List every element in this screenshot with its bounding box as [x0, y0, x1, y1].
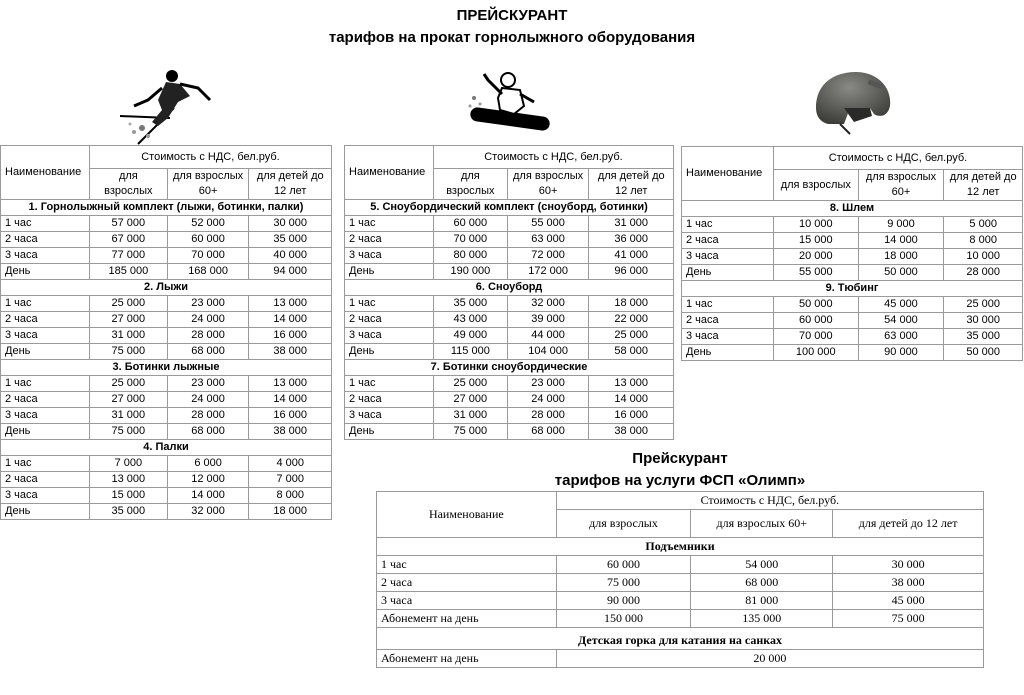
price-child: 8 000 [249, 488, 332, 504]
price-senior: 50 000 [858, 265, 944, 281]
row-label: 2 часа [1, 232, 90, 248]
col-header-child: для детей до 12 лет [249, 169, 332, 200]
price-senior: 23 000 [167, 376, 249, 392]
row-label: 3 часа [1, 488, 90, 504]
services-title-line1: Прейскурант [632, 450, 728, 467]
price-adult: 67 000 [89, 232, 167, 248]
price-child: 50 000 [944, 345, 1023, 361]
price-adult: 31 000 [433, 408, 507, 424]
table-row [682, 345, 1023, 361]
rental-table-ski [0, 145, 332, 520]
price-adult: 15 000 [773, 233, 858, 249]
row-label: День [1, 424, 90, 440]
row-label: День [682, 265, 774, 281]
price-senior: 68 000 [507, 424, 589, 440]
col-header-senior: для взрослых 60+ [167, 169, 249, 200]
table-row [345, 376, 674, 392]
price-child: 28 000 [944, 265, 1023, 281]
price-adult: 25 000 [89, 296, 167, 312]
section-title: 2. Лыжи [1, 280, 332, 296]
price-child: 41 000 [589, 248, 674, 264]
col-header-senior: для взрослых 60+ [691, 510, 833, 538]
price-child: 22 000 [589, 312, 674, 328]
price-child: 38 000 [833, 574, 984, 592]
price-senior: 68 000 [167, 344, 249, 360]
col-header-adult: для взрослых [773, 170, 858, 201]
table-row [1, 472, 332, 488]
snowboarder-icon [464, 68, 552, 134]
price-child: 31 000 [589, 216, 674, 232]
row-label: 2 часа [345, 392, 434, 408]
price-child: 16 000 [249, 408, 332, 424]
price-adult: 150 000 [556, 610, 691, 628]
table-row [1, 248, 332, 264]
table-row [682, 217, 1023, 233]
price-child: 38 000 [249, 424, 332, 440]
price-child: 13 000 [249, 296, 332, 312]
price-adult: 75 000 [89, 344, 167, 360]
section-title: 4. Палки [1, 440, 332, 456]
price-child: 18 000 [249, 504, 332, 520]
table-row [377, 592, 984, 610]
table-row [1, 232, 332, 248]
price-adult: 90 000 [556, 592, 691, 610]
col-header-name: Наименование [682, 147, 774, 201]
price-senior: 6 000 [167, 456, 249, 472]
table-row [345, 248, 674, 264]
price-senior: 81 000 [691, 592, 833, 610]
price-senior: 54 000 [858, 313, 944, 329]
price-adult: 49 000 [433, 328, 507, 344]
price-senior: 18 000 [858, 249, 944, 265]
price-child: 40 000 [249, 248, 332, 264]
price-child: 18 000 [589, 296, 674, 312]
row-label: 2 часа [1, 392, 90, 408]
price-adult: 35 000 [433, 296, 507, 312]
price-child: 8 000 [944, 233, 1023, 249]
price-adult: 13 000 [89, 472, 167, 488]
row-label: 2 часа [682, 313, 774, 329]
col-header-cost: Стоимость с НДС, бел.руб. [89, 146, 331, 169]
price-adult: 43 000 [433, 312, 507, 328]
price-senior: 28 000 [167, 328, 249, 344]
row-label: 2 часа [1, 312, 90, 328]
price-child: 13 000 [589, 376, 674, 392]
helmet-icon [810, 68, 894, 138]
table-row [682, 249, 1023, 265]
price-adult: 80 000 [433, 248, 507, 264]
price-adult: 35 000 [89, 504, 167, 520]
price-adult: 25 000 [89, 376, 167, 392]
table-row [345, 216, 674, 232]
price-child: 35 000 [249, 232, 332, 248]
row-label: Абонемент на день [377, 610, 557, 628]
section-title: 5. Сноубордический комплект (сноуборд, ботинки) [345, 200, 674, 216]
col-header-cost: Стоимость с НДС, бел.руб. [556, 492, 983, 510]
row-label: 2 часа [345, 312, 434, 328]
price-adult: 60 000 [556, 556, 691, 574]
price-senior: 52 000 [167, 216, 249, 232]
price-adult: 77 000 [89, 248, 167, 264]
price-child: 7 000 [249, 472, 332, 488]
price-adult: 60 000 [433, 216, 507, 232]
services-title [376, 448, 984, 492]
row-label: 1 час [1, 376, 90, 392]
price-adult: 15 000 [89, 488, 167, 504]
price-child: 14 000 [249, 392, 332, 408]
row-label: 3 часа [345, 408, 434, 424]
table-row [377, 574, 984, 592]
col-header-adult: для взрослых [89, 169, 167, 200]
row-label: 1 час [345, 376, 434, 392]
row-label: 3 часа [377, 592, 557, 610]
col-header-senior: для взрослых 60+ [858, 170, 944, 201]
row-label: День [682, 345, 774, 361]
col-header-adult: для взрослых [433, 169, 507, 200]
row-label: 1 час [682, 217, 774, 233]
table-row [345, 296, 674, 312]
price-adult: 70 000 [433, 232, 507, 248]
row-label: 3 часа [1, 408, 90, 424]
price-child: 30 000 [944, 313, 1023, 329]
services-table [376, 491, 984, 668]
price-senior: 28 000 [167, 408, 249, 424]
col-header-name: Наименование [377, 492, 557, 538]
row-label: День [345, 264, 434, 280]
skier-icon [118, 66, 216, 146]
table-row [1, 328, 332, 344]
table-row [1, 312, 332, 328]
price-child: 30 000 [833, 556, 984, 574]
price-adult: 100 000 [773, 345, 858, 361]
price-senior: 54 000 [691, 556, 833, 574]
row-label: 1 час [345, 296, 434, 312]
price-senior: 32 000 [507, 296, 589, 312]
price-senior: 14 000 [167, 488, 249, 504]
price-child: 75 000 [833, 610, 984, 628]
price-senior: 68 000 [691, 574, 833, 592]
row-label: 2 часа [345, 232, 434, 248]
table-row [682, 265, 1023, 281]
row-label: 3 часа [1, 328, 90, 344]
table-row [682, 233, 1023, 249]
row-label: 1 час [1, 456, 90, 472]
col-header-name: Наименование [345, 146, 434, 200]
row-label: День [1, 504, 90, 520]
price-senior: 104 000 [507, 344, 589, 360]
price-senior: 32 000 [167, 504, 249, 520]
section-title-lifts: Подъемники [377, 538, 984, 556]
price-senior: 12 000 [167, 472, 249, 488]
price-adult: 27 000 [433, 392, 507, 408]
price-child: 25 000 [944, 297, 1023, 313]
price-adult: 27 000 [89, 392, 167, 408]
row-label: 3 часа [345, 328, 434, 344]
table-row [345, 312, 674, 328]
price-senior: 14 000 [858, 233, 944, 249]
table-row [1, 408, 332, 424]
table-row [345, 232, 674, 248]
price-child: 16 000 [589, 408, 674, 424]
price-senior: 72 000 [507, 248, 589, 264]
table-row [345, 392, 674, 408]
table-row [345, 424, 674, 440]
price-adult: 57 000 [89, 216, 167, 232]
row-label: День [1, 264, 90, 280]
price-adult: 27 000 [89, 312, 167, 328]
row-label: 2 часа [682, 233, 774, 249]
row-label: День [345, 344, 434, 360]
price-sled: 20 000 [556, 650, 983, 668]
price-adult: 75 000 [556, 574, 691, 592]
price-child: 25 000 [589, 328, 674, 344]
section-title: 1. Горнолыжный комплект (лыжи, ботинки, палки) [1, 200, 332, 216]
table-row [1, 344, 332, 360]
price-child: 94 000 [249, 264, 332, 280]
row-label: 1 час [1, 216, 90, 232]
table-row [1, 264, 332, 280]
col-header-name: Наименование [1, 146, 90, 200]
table-row [345, 408, 674, 424]
price-adult: 190 000 [433, 264, 507, 280]
table-row [1, 488, 332, 504]
price-adult: 70 000 [773, 329, 858, 345]
price-child: 14 000 [249, 312, 332, 328]
price-child: 45 000 [833, 592, 984, 610]
price-senior: 55 000 [507, 216, 589, 232]
page-title: ПРЕЙСКУРАНТ [456, 7, 568, 24]
price-adult: 115 000 [433, 344, 507, 360]
price-senior: 172 000 [507, 264, 589, 280]
price-senior: 24 000 [167, 312, 249, 328]
col-header-cost: Стоимость с НДС, бел.руб. [433, 146, 673, 169]
page-subtitle: тарифов на прокат горнолыжного оборудования [328, 29, 696, 46]
price-adult: 20 000 [773, 249, 858, 265]
price-child: 58 000 [589, 344, 674, 360]
price-senior: 63 000 [858, 329, 944, 345]
table-row [1, 424, 332, 440]
row-label: 1 час [682, 297, 774, 313]
price-adult: 50 000 [773, 297, 858, 313]
price-senior: 23 000 [507, 376, 589, 392]
price-senior: 63 000 [507, 232, 589, 248]
table-row [1, 296, 332, 312]
price-child: 38 000 [589, 424, 674, 440]
col-header-child: для детей до 12 лет [944, 170, 1023, 201]
rental-table-snowboard [344, 145, 674, 440]
col-header-child: для детей до 12 лет [589, 169, 674, 200]
price-adult: 55 000 [773, 265, 858, 281]
row-label: День [345, 424, 434, 440]
price-senior: 9 000 [858, 217, 944, 233]
price-adult: 10 000 [773, 217, 858, 233]
table-row [1, 504, 332, 520]
price-senior: 24 000 [167, 392, 249, 408]
row-label: Абонемент на день [377, 650, 557, 668]
price-child: 35 000 [944, 329, 1023, 345]
table-row [345, 344, 674, 360]
row-label: 1 час [1, 296, 90, 312]
price-child: 13 000 [249, 376, 332, 392]
section-title: 6. Сноуборд [345, 280, 674, 296]
section-title: 7. Ботинки сноубордические [345, 360, 674, 376]
price-senior: 45 000 [858, 297, 944, 313]
col-header-adult: для взрослых [556, 510, 691, 538]
row-label: 3 часа [1, 248, 90, 264]
price-senior: 168 000 [167, 264, 249, 280]
price-adult: 75 000 [89, 424, 167, 440]
table-row [377, 556, 984, 574]
col-header-senior: для взрослых 60+ [507, 169, 589, 200]
col-header-cost: Стоимость с НДС, бел.руб. [773, 147, 1022, 170]
price-senior: 39 000 [507, 312, 589, 328]
table-row [682, 329, 1023, 345]
row-label: 3 часа [682, 329, 774, 345]
price-child: 16 000 [249, 328, 332, 344]
row-label: 3 часа [682, 249, 774, 265]
price-senior: 23 000 [167, 296, 249, 312]
row-label: 2 часа [1, 472, 90, 488]
section-title: 8. Шлем [682, 201, 1023, 217]
table-row [1, 392, 332, 408]
table-row [1, 456, 332, 472]
section-title-sled: Детская горка для катания на санках [377, 628, 984, 650]
table-row [682, 313, 1023, 329]
table-row [682, 297, 1023, 313]
row-label: 2 часа [377, 574, 557, 592]
row-label: 1 час [345, 216, 434, 232]
table-row [1, 216, 332, 232]
price-child: 38 000 [249, 344, 332, 360]
price-adult: 7 000 [89, 456, 167, 472]
row-label: День [1, 344, 90, 360]
price-adult: 25 000 [433, 376, 507, 392]
row-label: 1 час [377, 556, 557, 574]
price-adult: 185 000 [89, 264, 167, 280]
table-row [345, 328, 674, 344]
price-child: 5 000 [944, 217, 1023, 233]
price-senior: 28 000 [507, 408, 589, 424]
table-row [377, 610, 984, 628]
price-child: 4 000 [249, 456, 332, 472]
price-senior: 70 000 [167, 248, 249, 264]
price-child: 96 000 [589, 264, 674, 280]
price-senior: 135 000 [691, 610, 833, 628]
price-senior: 90 000 [858, 345, 944, 361]
price-senior: 60 000 [167, 232, 249, 248]
price-adult: 31 000 [89, 408, 167, 424]
price-adult: 60 000 [773, 313, 858, 329]
price-senior: 44 000 [507, 328, 589, 344]
price-senior: 24 000 [507, 392, 589, 408]
price-child: 10 000 [944, 249, 1023, 265]
col-header-child: для детей до 12 лет [833, 510, 984, 538]
price-child: 30 000 [249, 216, 332, 232]
table-row [377, 650, 984, 668]
price-adult: 31 000 [89, 328, 167, 344]
row-label: 3 часа [345, 248, 434, 264]
price-child: 36 000 [589, 232, 674, 248]
table-row [345, 264, 674, 280]
price-adult: 75 000 [433, 424, 507, 440]
price-senior: 68 000 [167, 424, 249, 440]
rental-table-helmet-tubing [681, 146, 1023, 361]
section-title: 3. Ботинки лыжные [1, 360, 332, 376]
section-title: 9. Тюбинг [682, 281, 1023, 297]
price-child: 14 000 [589, 392, 674, 408]
table-row [1, 376, 332, 392]
services-title-line2: тарифов на услуги ФСП «Олимп» [554, 472, 806, 489]
